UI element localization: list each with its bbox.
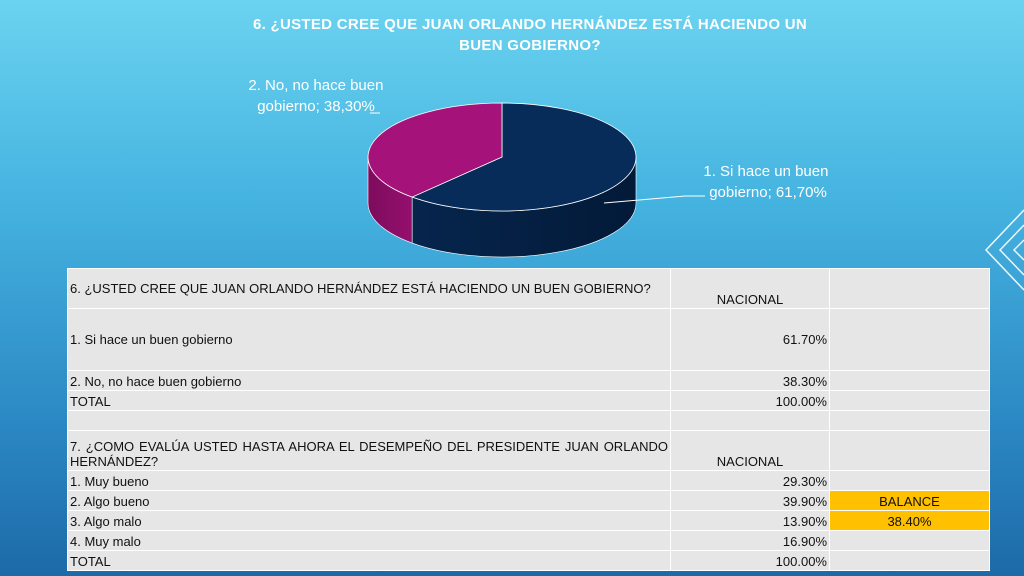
q7-row-value: 16.90%: [671, 531, 830, 551]
table-row: [68, 471, 990, 491]
table-row: [68, 269, 990, 309]
blank-cell: [830, 309, 990, 371]
results-table: [67, 268, 990, 571]
pie-label-si-line1: 1. Si hace un buen: [703, 163, 829, 180]
blank-cell: [830, 431, 990, 471]
pie-label-si: [703, 163, 832, 201]
q7-total-value: 100.00%: [671, 551, 830, 571]
q7-row-label: 1. Muy bueno: [68, 471, 671, 491]
q7-row-value: 29.30%: [671, 471, 830, 491]
q6-row-label: 2. No, no hace buen gobierno: [68, 371, 671, 391]
table-row-spacer: [68, 411, 990, 431]
blank-cell: [830, 391, 990, 411]
q7-row-value: 39.90%: [671, 491, 830, 511]
blank-cell: [68, 411, 671, 431]
balance-label: BALANCE: [830, 491, 990, 511]
table-row: [68, 531, 990, 551]
q7-row-label: 4. Muy malo: [68, 531, 671, 551]
q7-total-label: TOTAL: [68, 551, 671, 571]
q6-row-label: 1. Si hace un buen gobierno: [68, 309, 671, 371]
q6-row-value: 61.70%: [671, 309, 830, 371]
blank-cell: [830, 471, 990, 491]
pie-label-si-line2: gobierno; 61,70%: [709, 184, 827, 201]
q7-row-value: 13.90%: [671, 511, 830, 531]
pie-label-no: [248, 77, 387, 115]
table-row: [68, 309, 990, 371]
pie-slices: [368, 103, 636, 211]
q6-total-value: 100.00%: [671, 391, 830, 411]
table-row: [68, 491, 990, 511]
q7-col-header: NACIONAL: [671, 431, 830, 471]
balance-value: 38.40%: [830, 511, 990, 531]
q7-row-label: 3. Algo malo: [68, 511, 671, 531]
blank-cell: [830, 531, 990, 551]
table-row: [68, 391, 990, 411]
slide-title: 6. ¿USTED CREE QUE JUAN ORLANDO HERNÁNDEZ ESTÁ HACIENDO UN BUEN GOBIERNO?: [252, 16, 808, 54]
q7-row-label: 2. Algo bueno: [68, 491, 671, 511]
blank-cell: [830, 269, 990, 309]
q7-question: 7. ¿COMO EVALÚA USTED HASTA AHORA EL DESEMPEÑO DEL PRESIDENTE JUAN ORLANDO HERNÁNDEZ?: [68, 431, 671, 471]
q6-total-label: TOTAL: [68, 391, 671, 411]
pie-chart: [0, 0, 1024, 270]
table-row: [68, 371, 990, 391]
pie-label-no-line2: gobierno; 38,30%: [257, 98, 375, 115]
table-row: [68, 511, 990, 531]
pie-label-no-line1: 2. No, no hace buen: [248, 77, 384, 94]
blank-cell: [671, 411, 830, 431]
table-row: [68, 431, 990, 471]
blank-cell: [830, 551, 990, 571]
q6-col-header: NACIONAL: [671, 269, 830, 309]
blank-cell: [830, 371, 990, 391]
blank-cell: [830, 411, 990, 431]
q6-question: 6. ¿USTED CREE QUE JUAN ORLANDO HERNÁNDEZ ESTÁ HACIENDO UN BUEN GOBIERNO?: [68, 269, 671, 309]
q6-row-value: 38.30%: [671, 371, 830, 391]
table-row: [68, 551, 990, 571]
